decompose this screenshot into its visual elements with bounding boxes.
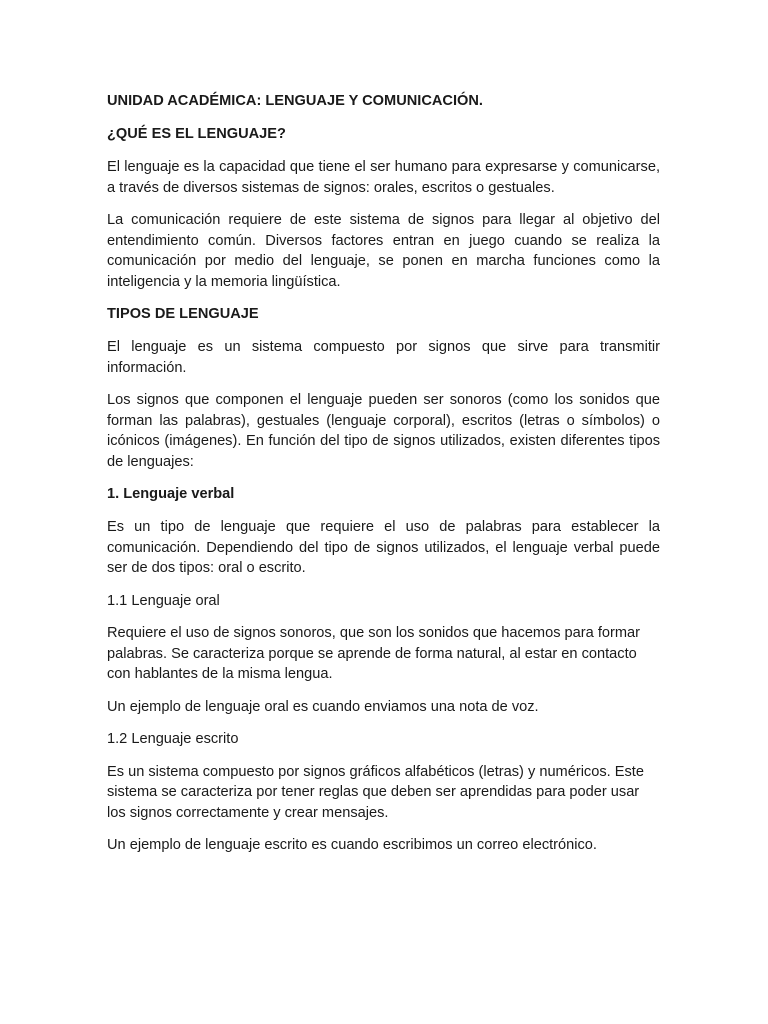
subheading-written: 1.2 Lenguaje escrito [107,731,239,747]
paragraph-oral: Requiere el uso de signos sonoros, que son los sonidos que hacemos para formar palabras. Se caracteriza porque se aprende de forma natural, al estar en contacto con hablantes de la misma lengua. [107,625,640,682]
section-heading-verbal: 1. Lenguaje verbal [107,486,235,502]
document-page [107,91,660,868]
subheading-oral: 1.1 Lenguaje oral [107,592,220,609]
paragraph-verbal: Es un tipo de lenguaje que requiere el uso de palabras para establecer la comunicación. Dependiendo del tipo de signos utilizados, el lenguaje verbal puede ser de dos tipos: oral o escrito. [107,519,660,576]
section-heading-tipos: TIPOS DE LENGUAJE [107,306,259,322]
paragraph-communication: La comunicación requiere de este sistema de signos para llegar al objetivo del entendimiento común. Diversos factores entran en juego cuando se realiza la comunicación por medio del lenguaje, se ponen en marcha funciones como la inteligencia y la memoria lingüística. [107,212,660,290]
document-title: UNIDAD ACADÉMICA: LENGUAJE Y COMUNICACIÓN. [107,93,483,109]
paragraph-definition: El lenguaje es la capacidad que tiene el ser humano para expresarse y comunicarse, a través de diversos sistemas de signos: orales, escritos o gestuales. [107,159,660,196]
paragraph-written: Es un sistema compuesto por signos gráficos alfabéticos (letras) y numéricos. Este sistema se caracteriza por tener reglas que deben ser aprendidas para poder usar los signos correctamente y crear mensajes. [107,763,644,821]
paragraph-signs: Los signos que componen el lenguaje pueden ser sonoros (como los sonidos que forman las palabras), gestuales (lenguaje corporal), escritos (letras o símbolos) o icónicos (imágenes). En función del tipo de signos utilizados, existen diferentes tipos de lenguajes: [107,392,660,470]
section-heading-que-es: ¿QUÉ ES EL LENGUAJE? [107,126,286,142]
paragraph-oral-example: Un ejemplo de lenguaje oral es cuando enviamos una nota de voz. [107,698,539,715]
paragraph-system: El lenguaje es un sistema compuesto por signos que sirve para transmitir información. [107,339,660,376]
paragraph-written-example: Un ejemplo de lenguaje escrito es cuando escribimos un correo electrónico. [107,837,597,853]
